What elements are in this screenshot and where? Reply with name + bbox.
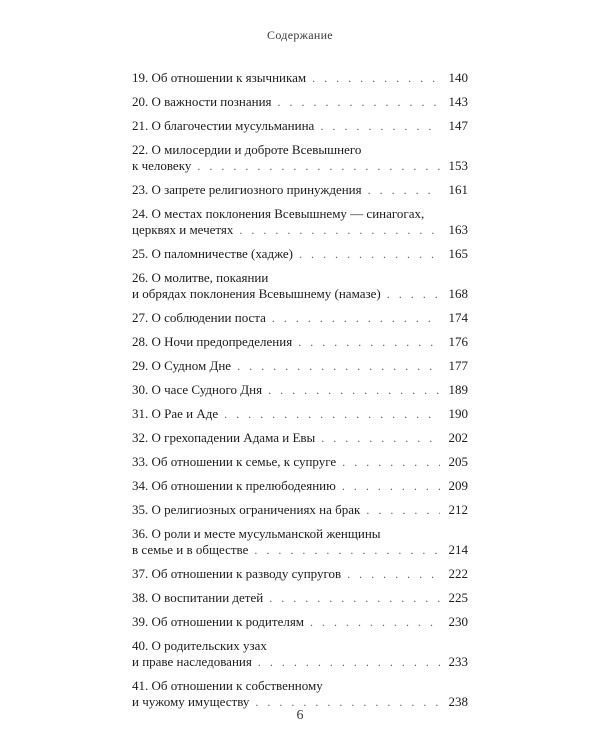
toc-entry: [132, 638, 468, 670]
toc-entry-row: [132, 222, 468, 238]
toc-entry-page-number: 163: [448, 222, 468, 237]
dot-leader: [366, 502, 440, 518]
dot-leader: [342, 454, 440, 470]
dot-leader: [269, 590, 440, 606]
dot-leader: [268, 382, 440, 398]
toc-entry: [132, 678, 468, 710]
toc-entry-title-line: 37. Об отношении к разводу супругов: [132, 566, 342, 581]
toc-entry-row: [132, 310, 468, 326]
toc-entry-page-number: 238: [448, 694, 468, 709]
toc-entry-page-number: 230: [448, 614, 468, 629]
toc-entry-row: [132, 158, 468, 174]
toc-entry-page-number: 212: [448, 502, 468, 517]
toc-entry-title-line: 25. О паломничестве (хадже): [132, 246, 293, 261]
toc-entry-title-line: 21. О благочестии мусульманина: [132, 118, 315, 133]
toc-entry-row: [132, 654, 468, 670]
toc-entry: [132, 430, 468, 446]
toc-entry-page-number: 209: [448, 478, 468, 493]
toc-entry: [132, 406, 468, 422]
toc-entry-page-number: 190: [448, 406, 468, 421]
toc-entry: [132, 246, 468, 262]
toc-entry: [132, 566, 468, 582]
dot-leader: [237, 358, 440, 374]
toc-entry-title-line: 22. О милосердии и доброте Всевышнего: [132, 142, 362, 157]
toc-entry-row: [132, 566, 468, 582]
toc-entry: [132, 526, 468, 558]
toc-entry: [132, 118, 468, 134]
dot-leader: [321, 430, 440, 446]
toc-entry-page-number: 202: [448, 430, 468, 445]
dot-leader: [298, 334, 440, 350]
toc-entry-row: [132, 286, 468, 302]
toc-entry-row: [132, 382, 468, 398]
toc-entry-title-line: 31. О Рае и Аде: [132, 406, 219, 421]
dot-leader: [254, 542, 440, 558]
toc-entry: [132, 270, 468, 302]
toc-entry-title-line: 40. О родительских узах: [132, 638, 267, 653]
toc-entry-row: [132, 358, 468, 374]
toc-entry-row: [132, 430, 468, 446]
toc-entry: [132, 94, 468, 110]
toc-entry-page-number: 153: [448, 158, 468, 173]
toc-entry: [132, 182, 468, 198]
toc-entry-row: [132, 246, 468, 262]
toc-entry-title-line: в семье и в обществе: [132, 542, 249, 557]
toc-entry-title-line: 36. О роли и месте мусульманской женщины: [132, 526, 381, 541]
toc-entry-title-line: 27. О соблюдении поста: [132, 310, 266, 325]
toc-entry-page-number: 222: [448, 566, 468, 581]
toc-entry-page-number: 143: [448, 94, 468, 109]
toc-entry-page-number: 140: [448, 70, 468, 85]
dot-leader: [347, 566, 440, 582]
toc-entry-row: [132, 94, 468, 110]
toc-entry-page-number: 225: [448, 590, 468, 605]
toc-entry-page-number: 177: [448, 358, 468, 373]
toc-entry-title-line: 29. О Судном Дне: [132, 358, 232, 373]
toc-entry-page-number: 189: [448, 382, 468, 397]
toc-entry-row: [132, 118, 468, 134]
toc-entry-title-line: и чужому имуществу: [132, 694, 250, 709]
toc-entry: [132, 382, 468, 398]
dot-leader: [239, 222, 440, 238]
toc-entry-title-line: 19. Об отношении к язычникам: [132, 70, 307, 85]
toc-entry-title-line: 34. Об отношении к прелюбодеянию: [132, 478, 336, 493]
toc-entry: [132, 334, 468, 350]
toc-entry: [132, 454, 468, 470]
toc-entry-title-line: 24. О местах поклонения Всевышнему — синагогах,: [132, 206, 425, 221]
toc-entry-title-line: 39. Об отношении к родителям: [132, 614, 305, 629]
dot-leader: [258, 654, 440, 670]
toc-entry-row: [132, 406, 468, 422]
toc-entry-title-line: 30. О часе Судного Дня: [132, 382, 263, 397]
toc-entry-row: [132, 614, 468, 630]
dot-leader: [278, 94, 440, 110]
toc-entry-page-number: 214: [448, 542, 468, 557]
dot-leader: [312, 70, 440, 86]
toc-entry-title-line: и обрядах поклонения Всевышнему (намазе): [132, 286, 381, 301]
toc-entry-title-line: 35. О религиозных ограничениях на брак: [132, 502, 361, 517]
dot-leader: [320, 118, 440, 134]
toc-entry: [132, 142, 468, 174]
toc-entry-title-line: 32. О грехопадении Адама и Евы: [132, 430, 316, 445]
toc-entry-page-number: 176: [448, 334, 468, 349]
dot-leader: [224, 406, 440, 422]
toc-entry-page-number: 233: [448, 654, 468, 669]
toc-entry: [132, 614, 468, 630]
toc-entry: [132, 590, 468, 606]
toc-entry-row: [132, 454, 468, 470]
toc-entry: [132, 358, 468, 374]
toc-entry: [132, 478, 468, 494]
toc-entry-title-line: 26. О молитве, покаянии: [132, 270, 269, 285]
toc-entry-page-number: 147: [448, 118, 468, 133]
toc-entry-title-line: 33. Об отношении к семье, к супруге: [132, 454, 337, 469]
toc-entry-title-line: церквях и мечетях: [132, 222, 234, 237]
dot-leader: [387, 286, 440, 302]
toc-entry-title-line: 28. О Ночи предопределения: [132, 334, 293, 349]
toc-entry-page-number: 165: [448, 246, 468, 261]
toc-entry-title-line: 20. О важности познания: [132, 94, 272, 109]
toc-entry-row: [132, 542, 468, 558]
toc-entry-page-number: 161: [448, 182, 468, 197]
page-number: 6: [296, 708, 304, 723]
toc-entry-page-number: 168: [448, 286, 468, 301]
toc-entry-title-line: 41. Об отношении к собственному: [132, 678, 323, 693]
toc-entry: [132, 70, 468, 86]
dot-leader: [310, 614, 440, 630]
toc-entry: [132, 206, 468, 238]
toc-entry: [132, 310, 468, 326]
toc-entry-title-line: к человеку: [132, 158, 192, 173]
dot-leader: [368, 182, 440, 198]
dot-leader: [272, 310, 440, 326]
toc-entry-row: [132, 478, 468, 494]
toc-entry-row: [132, 590, 468, 606]
toc-entry: [132, 502, 468, 518]
toc-entry-row: [132, 502, 468, 518]
table-of-contents: [132, 70, 468, 718]
toc-entry-title-line: и праве наследования: [132, 654, 252, 669]
dot-leader: [197, 158, 440, 174]
dot-leader: [299, 246, 440, 262]
toc-entry-title-line: 23. О запрете религиозного принуждения: [132, 182, 362, 197]
toc-entry-row: [132, 182, 468, 198]
running-header: Содержание: [267, 28, 333, 42]
toc-entry-title-line: 38. О воспитании детей: [132, 590, 264, 605]
toc-entry-page-number: 205: [448, 454, 468, 469]
toc-entry-page-number: 174: [448, 310, 468, 325]
toc-entry-row: [132, 70, 468, 86]
dot-leader: [342, 478, 440, 494]
toc-entry-row: [132, 334, 468, 350]
